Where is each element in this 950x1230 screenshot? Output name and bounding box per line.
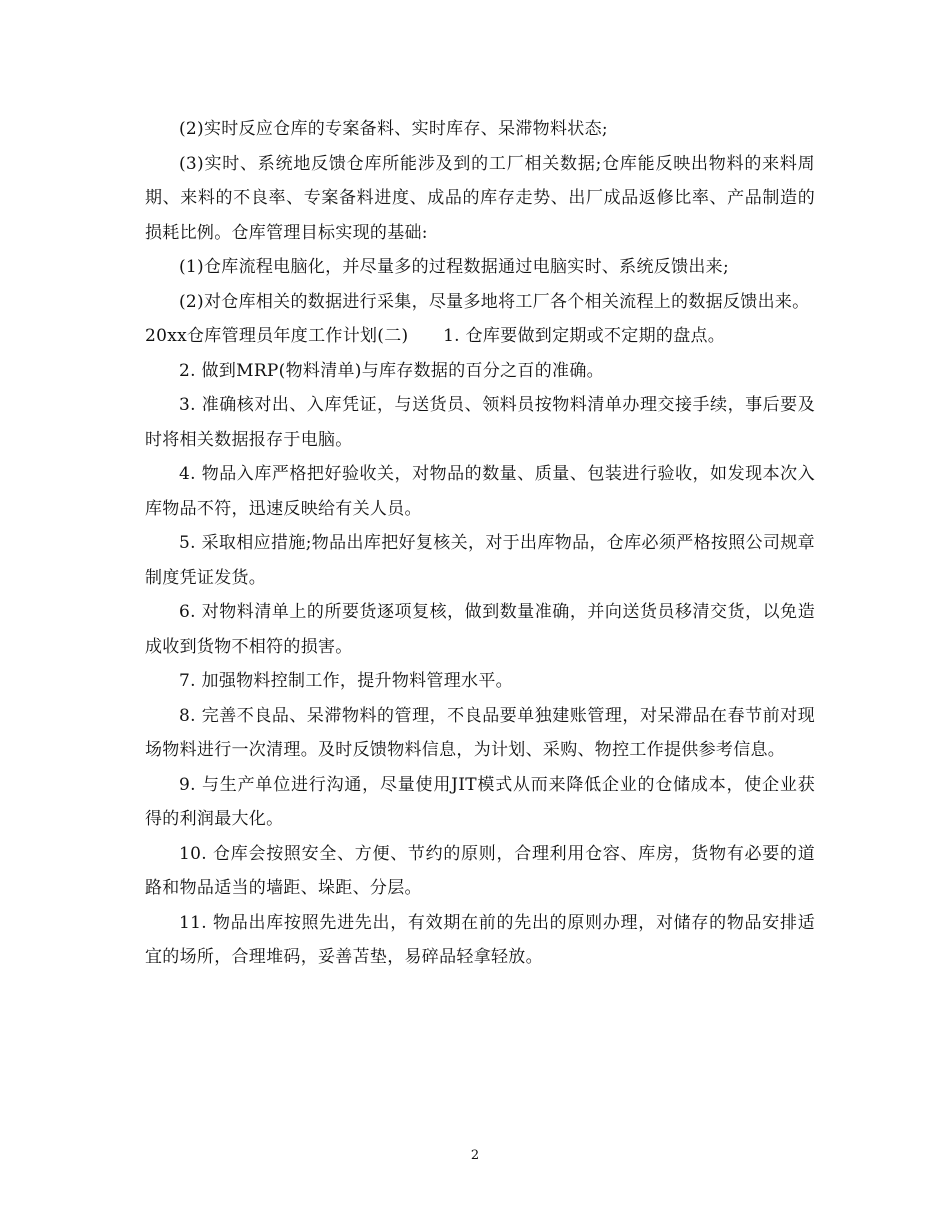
paragraph: 2. 做到MRP(物料清单)与库存数据的百分之百的准确。 (179, 360, 604, 381)
body-text (145, 112, 815, 975)
paragraph: (3)实时、系统地反馈仓库所能涉及到的工厂相关数据;仓库能反映出物料的来料周期、来料的不良率、专案备料进度、成品的库存走势、出厂成品返修比率、产品制造的损耗比例。仓库管理目标实现的基础: (145, 153, 815, 243)
paragraph: (1)仓库流程电脑化，并尽量多的过程数据通过电脑实时、系统反馈出来; (179, 257, 730, 277)
paragraph: 3. 准确核对出、入库凭证，与送货员、领料员按物料清单办理交接手续，事后要及时将相关数据报存于电脑。 (145, 395, 815, 450)
section-heading: 20xx仓库管理员年度工作计划(二) 1. 仓库要做到定期或不定期的盘点。 (145, 326, 726, 346)
paragraph: 6. 对物料清单上的所要货逐项复核，做到数量准确，并向送货员移清交货，以免造成收到货物不相符的损害。 (145, 602, 815, 657)
paragraph: 9. 与生产单位进行沟通，尽量使用JIT模式从而来降低企业的仓储成本，使企业获得的利润最大化。 (145, 774, 815, 829)
paragraph: (2)实时反应仓库的专案备料、实时库存、呆滞物料状态; (179, 119, 608, 139)
paragraph: (2)对仓库相关的数据进行采集，尽量多地将工厂各个相关流程上的数据反馈出来。 (179, 291, 810, 312)
paragraph: 5. 采取相应措施;物品出库把好复核关，对于出库物品，仓库必须严格按照公司规章制度凭证发货。 (145, 533, 815, 588)
paragraph: 10. 仓库会按照安全、方便、节约的原则，合理利用仓容、库房，货物有必要的道路和物品适当的墙距、垛距、分层。 (145, 843, 815, 898)
paragraph: 4. 物品入库严格把好验收关，对物品的数量、质量、包装进行验收，如发现本次入库物品不符，迅速反映给有关人员。 (145, 464, 815, 519)
paragraph: 8. 完善不良品、呆滞物料的管理，不良品要单独建账管理，对呆滞品在春节前对现场物料进行一次清理。及时反馈物料信息，为计划、采购、物控工作提供参考信息。 (145, 705, 815, 760)
page-number: 2 (470, 1148, 480, 1163)
paragraph: 7. 加强物料控制工作，提升物料管理水平。 (179, 671, 513, 691)
paragraph: 11. 物品出库按照先进先出，有效期在前的先出的原则办理，对储存的物品安排适宜的场所，合理堆码，妥善苫垫，易碎品轻拿轻放。 (145, 912, 815, 967)
